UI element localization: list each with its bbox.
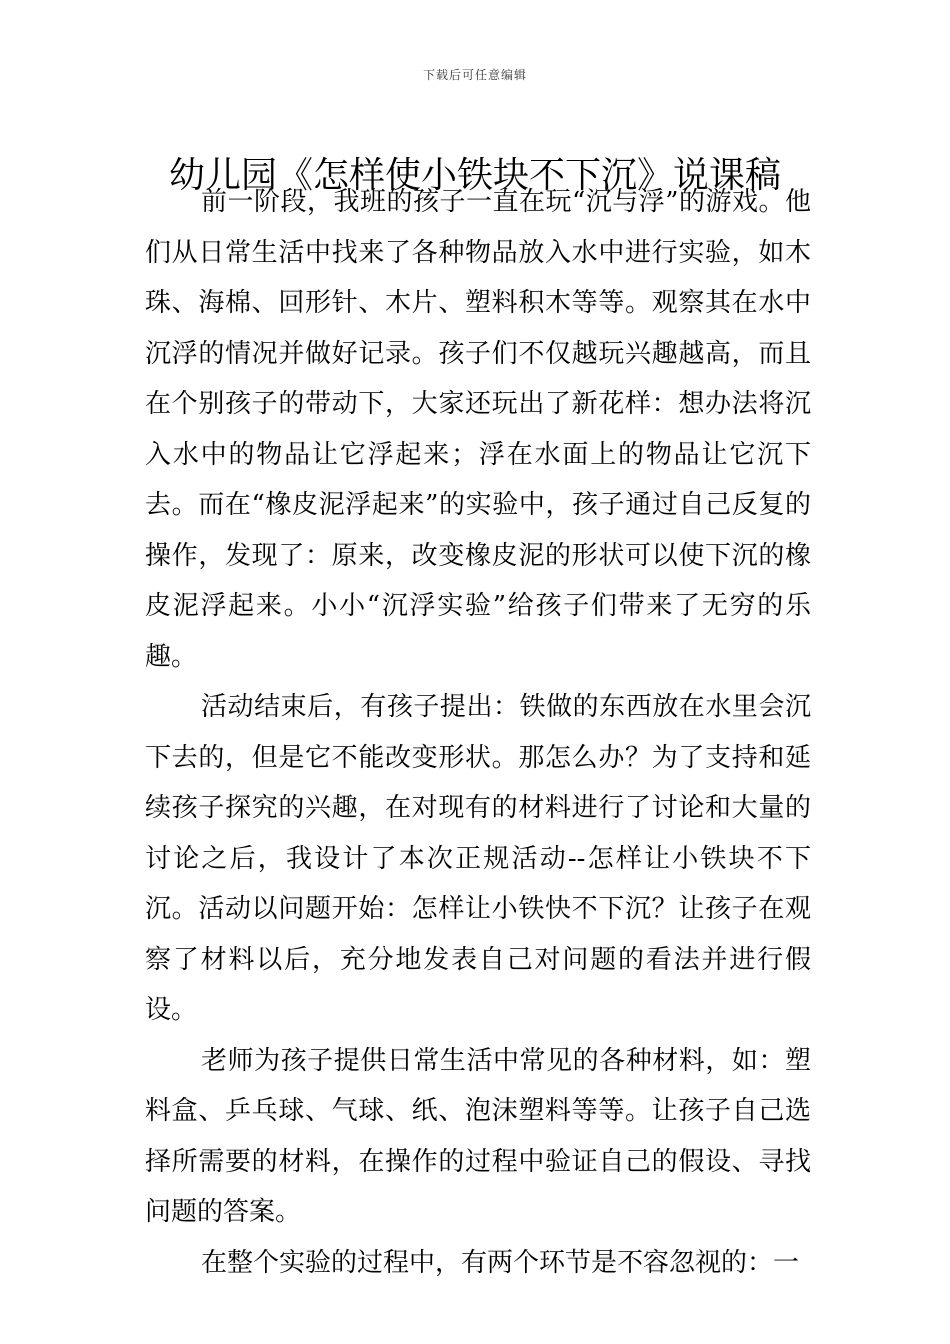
paragraph-4: 在整个实验的过程中，有两个环节是不容忽视的：一 bbox=[201, 1247, 800, 1278]
paragraph-3: 老师为孩子提供日常生活中常见的各种材料，如：塑料盒、乒乓球、气球、纸、泡沫塑料等等。让孩子自己选择所需要的材料，在操作的过程中验证自己的假设、寻找问题的答案。 bbox=[145, 1045, 811, 1227]
document-body bbox=[145, 177, 811, 1288]
header-note: 下载后可任意编辑 bbox=[422, 68, 527, 82]
paragraph-1: 前一阶段，我班的孩子一直在玩“沉与浮”的游戏。他们从日常生活中找来了各种物品放入水中进行实验，如木珠、海棉、回形针、木片、塑料积木等等。观察其在水中沉浮的情况并做好记录。孩子们不仅越玩兴趣越高，而且在个别孩子的带动下，大家还玩出了新花样：想办法将沉入水中的物品让它浮起来；浮在水面上的物品让它沉下去。而在“橡皮泥浮起来”的实验中，孩子通过自己反复的操作，发现了：原来，改变橡皮泥的形状可以使下沉的橡皮泥浮起来。小小“沉浮实验”给孩子们带来了无穷的乐趣。 bbox=[145, 187, 811, 672]
document-title: 幼儿园《怎样使小铁块不下沉》说课稿 bbox=[168, 155, 781, 197]
paragraph-2: 活动结束后，有孩子提出：铁做的东西放在水里会沉下去的，但是它不能改变形状。那怎么办？为了支持和延续孩子探究的兴趣，在对现有的材料进行了讨论和大量的讨论之后，我设计了本次正规活动--怎样让小铁块不下沉。活动以问题开始：怎样让小铁快不下沉？让孩子在观察了材料以后，充分地发表自己对问题的看法并进行假设。 bbox=[145, 692, 811, 1025]
